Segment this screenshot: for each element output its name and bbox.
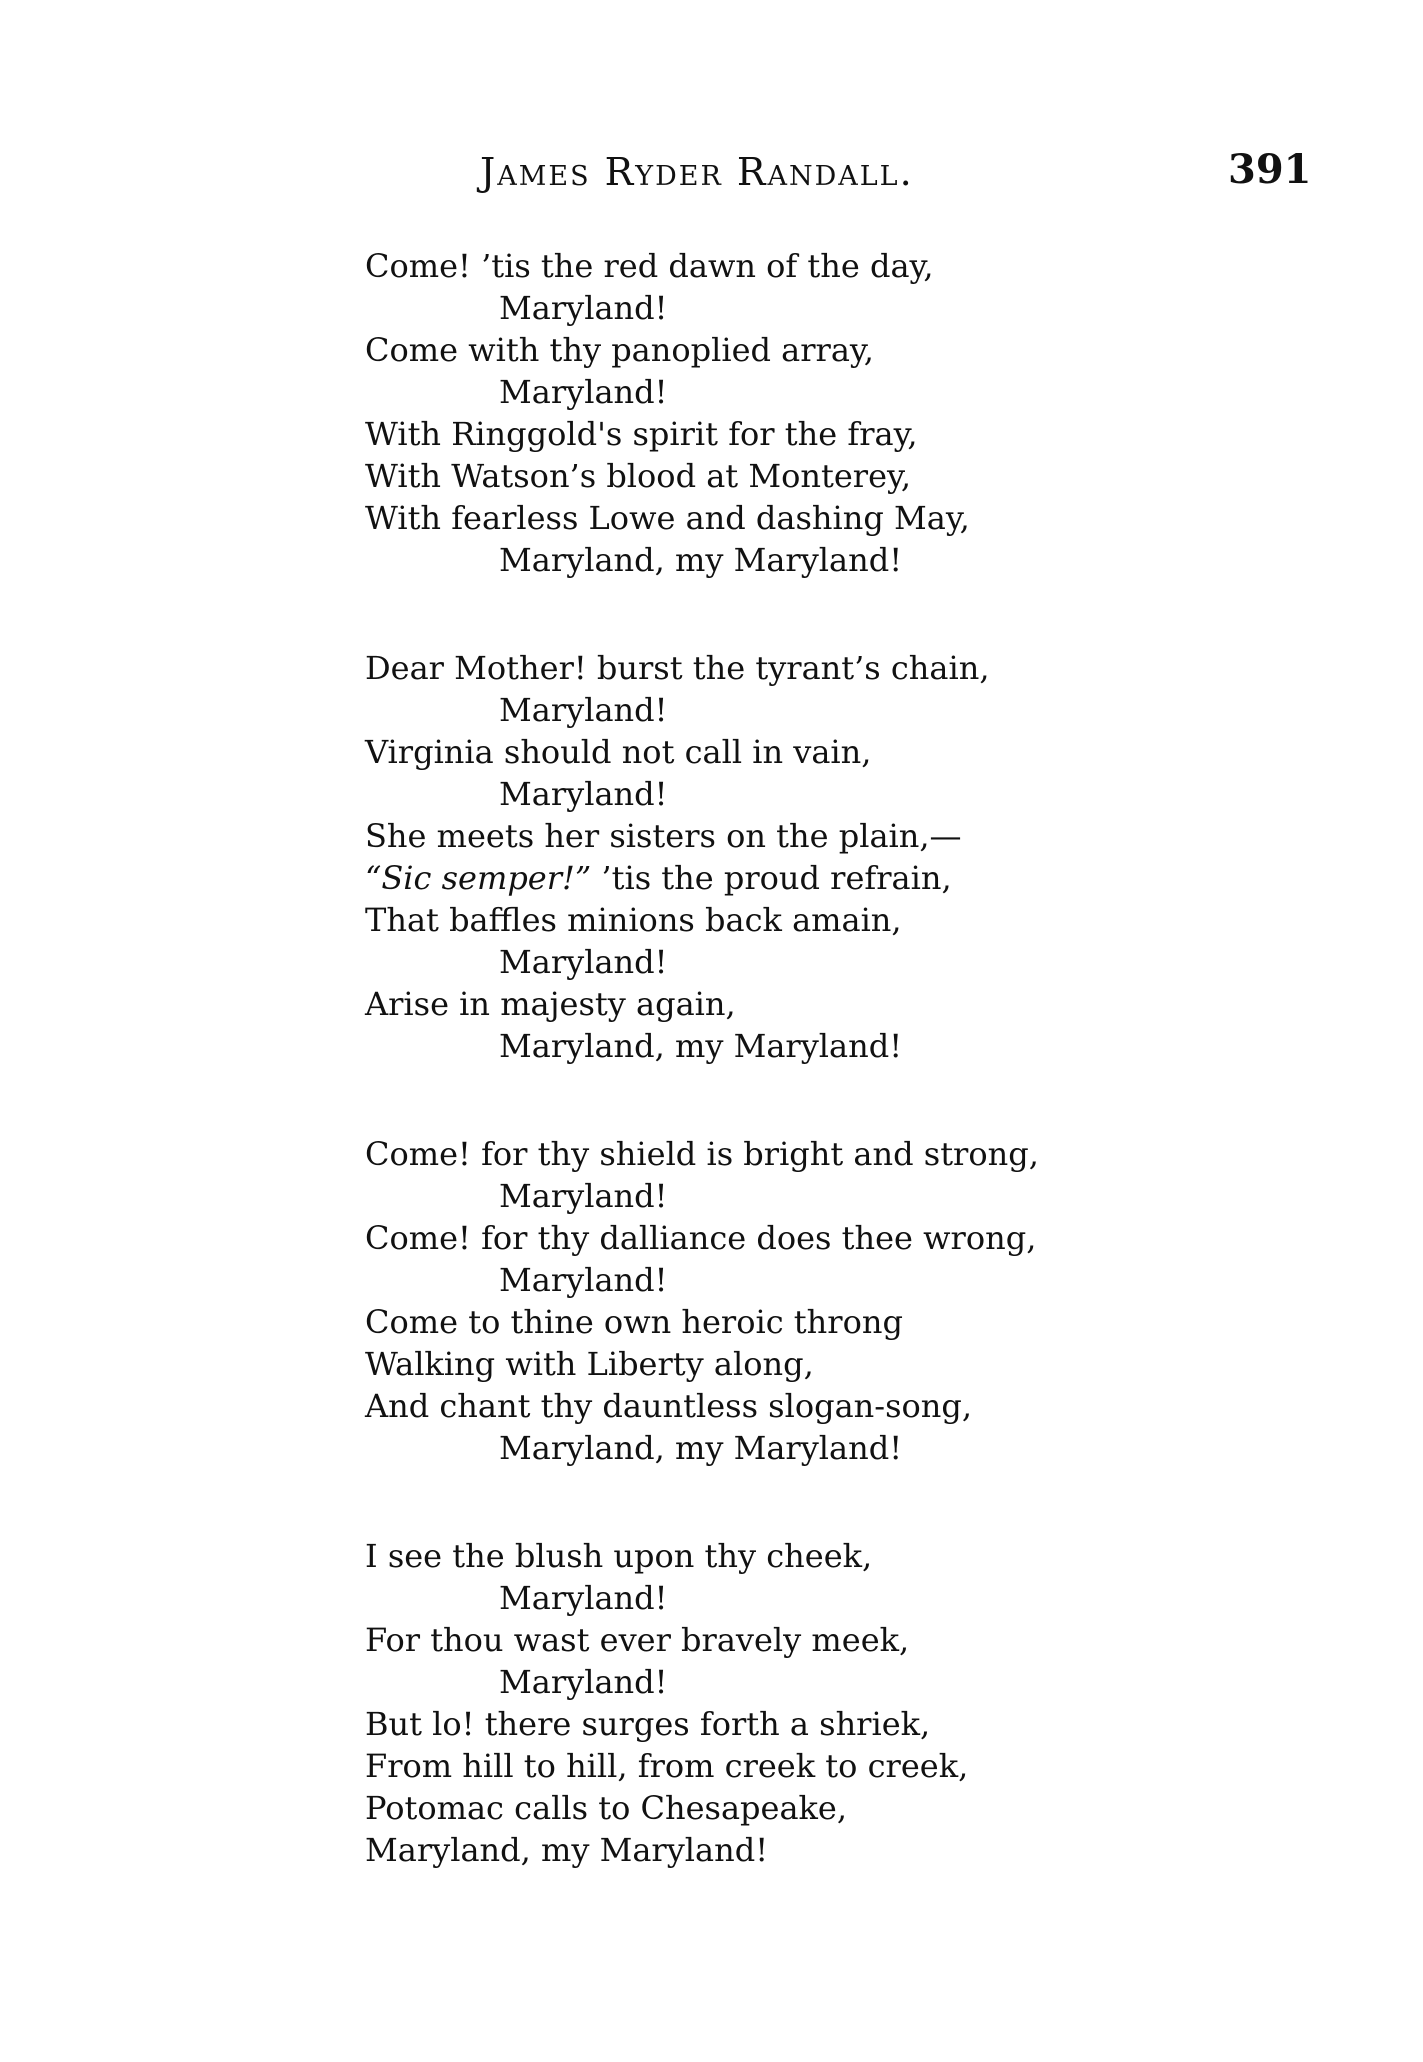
poem-line: Come! for thy shield is bright and strong, (365, 1135, 1039, 1173)
stanza-1 (365, 245, 1365, 581)
poem-refrain-line: Maryland! (499, 1177, 668, 1215)
page-number: 391 (1228, 146, 1312, 193)
poem-line-with-italic (365, 857, 1365, 899)
poem-line: Come! for thy dalliance does thee wrong, (365, 1219, 1037, 1257)
stanza-4 (365, 1535, 1365, 1871)
stanza-3 (365, 1133, 1365, 1469)
line-remainder: ’tis the proud refrain, (591, 859, 952, 897)
poem-line: Come to thine own heroic throng (365, 1303, 903, 1341)
stanza-2 (365, 647, 1365, 1067)
poem-refrain-line: Maryland! (499, 289, 668, 327)
poem-line: Walking with Liberty along, (365, 1345, 814, 1383)
poem-refrain-line: Maryland! (499, 691, 668, 729)
poem-line: For thou wast ever bravely meek, (365, 1621, 910, 1659)
poem-line: Come! ’tis the red dawn of the day, (365, 247, 934, 285)
poem (365, 245, 1365, 1937)
poem-line: But lo! there surges forth a shriek, (365, 1705, 931, 1743)
poem-line: Dear Mother! burst the tyrant’s chain, (365, 649, 990, 687)
poem-line: From hill to hill, from creek to creek, (365, 1747, 969, 1785)
poem-line: With Ringgold's spirit for the fray, (365, 415, 918, 453)
poem-line: Arise in majesty again, (365, 985, 736, 1023)
poem-refrain-line: Maryland! (499, 943, 668, 981)
poem-line: Virginia should not call in vain, (365, 733, 872, 771)
running-title: James Ryder Randall. (480, 150, 914, 194)
poem-line: And chant thy dauntless slogan-song, (365, 1387, 973, 1425)
poem-line: Come with thy panoplied array, (365, 331, 874, 369)
poem-refrain-line: Maryland! (499, 1261, 668, 1299)
poem-refrain-line: Maryland! (499, 775, 668, 813)
poem-line: With fearless Lowe and dashing May, (365, 499, 970, 537)
poem-line: With Watson’s blood at Monterey, (365, 457, 911, 495)
latin-phrase: “Sic semper!” (365, 859, 592, 897)
poem-line: Potomac calls to Chesapeake, (365, 1789, 848, 1827)
poem-refrain-line: Maryland! (499, 1663, 668, 1701)
poem-line: I see the blush upon thy cheek, (365, 1537, 873, 1575)
poem-line: She meets her sisters on the plain,— (365, 817, 962, 855)
poem-line: That baffles minions back amain, (365, 901, 902, 939)
poem-refrain-line: Maryland, my Maryland! (499, 1429, 903, 1467)
poem-refrain-line: Maryland, my Maryland! (499, 541, 903, 579)
poem-line: Maryland, my Maryland! (365, 1831, 769, 1869)
poem-refrain-line: Maryland, my Maryland! (499, 1027, 903, 1065)
poem-refrain-line: Maryland! (499, 1579, 668, 1617)
poem-refrain-line: Maryland! (499, 373, 668, 411)
